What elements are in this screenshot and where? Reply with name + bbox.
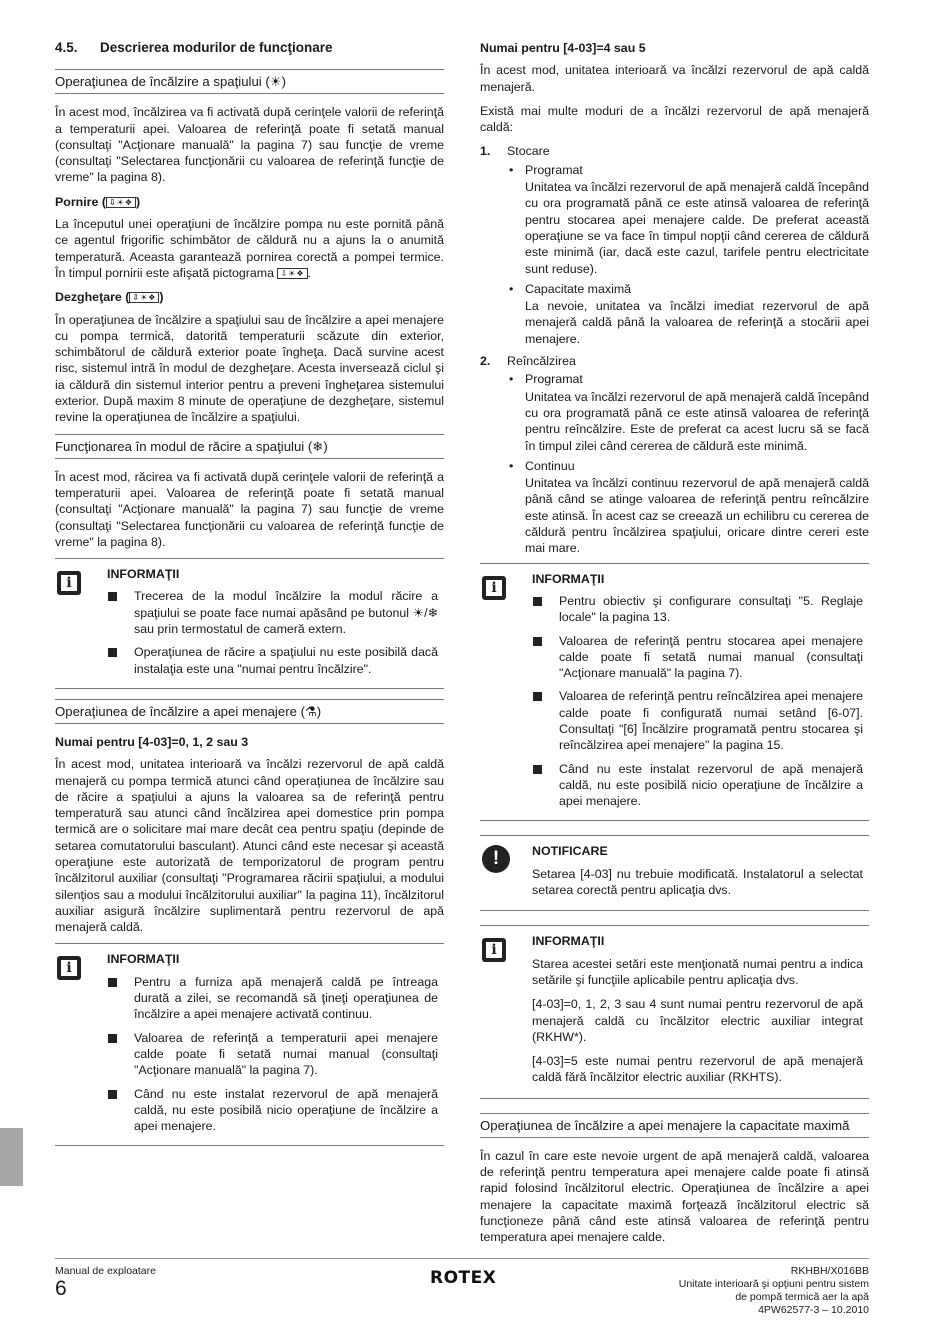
- left-column: [55, 40, 444, 1156]
- list-item: Trecerea de la modul încălzire la modul răcire a spaţiului se poate face numai apăsând pe butonul ☀/❄ sau prin termostatul de cameră extern.: [107, 588, 438, 637]
- startup-text: [55, 216, 444, 281]
- startup-text-end: .: [307, 265, 311, 280]
- cooling-heading: Funcţionarea în modul de răcire a spaţiului (❄): [55, 434, 444, 459]
- defrost-heading: [55, 289, 444, 305]
- list-item: [507, 458, 869, 557]
- footer-desc-2: de pompă termică aer la apă: [735, 1291, 869, 1303]
- defrost-text: În operaţiunea de încălzire a spaţiului sau de încălzire a apei menajere cu pompa termică, datorită temperaturii scăzute din exterior, schimbătorul de căldură exterior poate îngheţa. Dacă survine acest risc, sistemul intră în modul de dezgheţare. Acesta inversează ciclul şi ia căldură din sistemul interior pentru a preveni îngheţarea sistemului exterior. După maxim 8 minute de operaţiune de dezgheţare, sistemul revine la operaţiunea de încălzire a spaţiului.: [55, 312, 444, 425]
- max-capacity-heading: Operaţiunea de încălzire a apei menajere la capacitate maximă: [480, 1113, 869, 1138]
- mode-number: 1.: [480, 144, 491, 159]
- startup-text-body: La începutul unei operaţiuni de încălzire pompa nu este pornită până ce agentul frigorific schimbător de căldură nu a ajuns la o anumită temperatură. Aceasta garantează pornirea corectă a pompei termice. În timpul pornirii este afişată pictograma: [55, 217, 444, 280]
- max-capacity-text: În cazul în care este nevoie urgent de apă menajeră caldă, valoarea de referinţă pentru temperatura apei menajere calde poate fi atinsă rapid folosind încălzitorul electric. Operaţiunea de încălzire a apei menajere la capacitate maximă forţează încălzitorul electric să funcţioneze până când este atinsă valoarea de referinţă pentru temperatura apei menajere calde.: [480, 1148, 869, 1245]
- footer-info: [679, 1265, 869, 1317]
- startup-heading: [55, 194, 444, 210]
- mode-sub-list: [507, 162, 869, 347]
- dhw-only-for-label: Numai pentru [4-03]=0, 1, 2 sau 3: [55, 734, 249, 749]
- footer-manual-label: Manual de exploatare: [55, 1265, 156, 1277]
- sub-mode-desc: Unitatea va încălzi rezervorul de apă menajeră caldă începând cu ora programată până ce este atinsă valoarea de referinţă pentru reîncălzire. Este de preferat ca acest lucru să se facă în timpul zilei când cererea de căldură este minimă.: [525, 389, 869, 453]
- cooling-intro: În acest mod, răcirea va fi activată după cerinţele valorii de referinţă a temperaturii apei. Valoarea de referinţă poate fi setată manual (consultaţi "Acţionare manuală" la pagina 7) sau funcţie de vreme (consultaţi "Selectarea funcţionării cu valoarea de referinţă funcţie de vreme" la pagina 8).: [55, 469, 444, 549]
- list-item: [507, 281, 869, 347]
- list-item: Valoarea de referinţă a temperaturii apei menajere calde poate fi setată numai manual (consultaţi "Acţionare manuală" la pagina 7).: [107, 1030, 438, 1079]
- startup-pictogram-icon: ⇩☀❖: [106, 197, 136, 208]
- right-column: [480, 40, 869, 1254]
- list-item: Pentru obiectiv şi configurare consultaţi "5. Reglaje locale" la pagina 13.: [532, 593, 863, 626]
- list-item: Operaţiunea de răcire a spaţiului nu este posibilă dacă instalaţia este una "numai pentru încălzire".: [107, 644, 438, 677]
- sub-mode-name: • Continuu: [525, 458, 575, 473]
- sub-mode-name: • Programat: [525, 162, 583, 177]
- list-item: [480, 353, 869, 557]
- mode-name: Reîncălzirea: [507, 354, 576, 369]
- list-item: Valoarea de referinţă pentru stocarea apei menajere calde poate fi setată numai manual (consultaţi "Acţionare manuală" la pagina 7).: [532, 633, 863, 682]
- setting-info-box: [480, 925, 869, 1098]
- defrost-pictogram-icon: ⇩☀❖: [129, 292, 159, 303]
- info-icon: i: [57, 571, 81, 595]
- section-number: 4.5.: [55, 40, 78, 55]
- warning-icon: !: [482, 845, 510, 873]
- heating-heading: Operaţiunea de încălzire a spaţiului (☀): [55, 69, 444, 94]
- cooling-info-list: [107, 588, 438, 676]
- notice-title: NOTIFICARE: [532, 844, 608, 859]
- dhw-heading: Operaţiunea de încălzire a apei menajere (⚗): [55, 699, 444, 724]
- notice-text: Setarea [4-03] nu trebuie modificată. Instalatorul a selectat setarea corectă pentru aplicaţia dvs.: [532, 866, 863, 898]
- list-item: Valoarea de referinţă pentru reîncălzirea apei menajere calde poate fi configurată numai setând [6-07]. Consultaţi "[6] Încălzire programată pentru stocarea şi reîncălzirea apei menajere" la pagina 15.: [532, 688, 863, 753]
- info-title: INFORMAŢII: [107, 952, 180, 967]
- section-heading: Descrierea modurilor de funcţionare: [100, 40, 333, 55]
- sub-mode-desc: La nevoie, unitatea va încălzi imediat rezervorul de apă menajeră caldă până la valoarea de referinţă a stocării apei menajere.: [525, 299, 869, 346]
- startup-close: ): [136, 194, 141, 209]
- dhw-info-box: [55, 943, 444, 1146]
- dhw45-text2: Există mai multe moduri de a încălzi rezervorul de apă menajeră caldă:: [480, 103, 869, 135]
- mode-sub-list: [507, 371, 869, 556]
- list-item: [507, 162, 869, 277]
- footer-model: RKHBH/X016BB: [790, 1265, 869, 1277]
- info-title: INFORMAŢII: [532, 934, 605, 949]
- mode-name: Stocare: [507, 144, 550, 159]
- dhw-mode-list: [480, 143, 869, 556]
- dhw45-info-list: [532, 593, 863, 810]
- notice-box: [480, 835, 869, 911]
- section-title: [55, 40, 444, 56]
- mode-number: 2.: [480, 354, 491, 369]
- defrost-label: Dezgheţare (: [55, 290, 130, 305]
- list-item: Când nu este instalat rezervorul de apă menajeră caldă, nu este posibilă nicio operaţiune de încălzire a apei menajere.: [107, 1086, 438, 1135]
- info-title: INFORMAŢII: [107, 567, 180, 582]
- dhw45-info-box: [480, 563, 869, 822]
- rotex-logo: ROTEX: [430, 1268, 497, 1288]
- list-item: [507, 371, 869, 453]
- info-paragraph: [4-03]=0, 1, 2, 3 sau 4 sunt numai pentru rezervorul de apă menajeră caldă cu încălzitor electric auxiliar integrat (RKHW*).: [532, 997, 863, 1044]
- list-item: Când nu este instalat rezervorul de apă menajeră caldă, nu este posibilă nicio operaţiune de încălzire a apei menajere.: [532, 761, 863, 810]
- startup-inline-pictogram-icon: ⇩☀❖: [277, 268, 307, 279]
- startup-label: Pornire (: [55, 194, 106, 209]
- list-item: [480, 143, 869, 347]
- dhw-info-list: [107, 974, 438, 1135]
- sub-mode-desc: Unitatea va încălzi continuu rezervorul de apă menajeră caldă până când se atinge valoarea de referinţă pentru reîncălzire este atinsă. În acest caz se creează un echilibru cu cererea de căldură pentru încălzirea spaţiului, oricare dintre cereri este mai mare.: [525, 476, 869, 556]
- heating-intro: În acest mod, încălzirea va fi activată după cerinţele valorii de referinţă a temperaturii apei. Valoarea de referinţă poate fi setată manual (consultaţi "Acţionare manuală" la pagina 7) sau funcţie de vreme (consultaţi "Selectarea funcţionării cu valoarea de referinţă funcţie de vreme" la pagina 8).: [55, 105, 444, 185]
- list-item: Pentru a furniza apă menajeră caldă pe întreaga durată a zilei, se recomandă să ţineţi operaţiunea de încălzire a apei menajere activată continuu.: [107, 974, 438, 1023]
- info-icon: i: [482, 576, 506, 600]
- sub-mode-desc: Unitatea va încălzi rezervorul de apă menajeră caldă începând cu ora programată până ce este atinsă valoarea de referinţă pentru stocarea apei menajere calde. De preferat această operaţiune se va face în timpul nopţii când cererea de căldură este minimă (iar, dacă este cazul, tarifele pentru electricitate sunt reduse).: [525, 180, 869, 276]
- info-paragraph: Starea acestei setări este menţionată numai pentru a indica setările şi funcţiile aplicabile pentru aplicaţia dvs.: [532, 956, 863, 987]
- dhw-text: În acest mod, unitatea interioară va încălzi rezervorul de apă caldă menajeră cu pompa termică atunci când operaţiunea de încălzire sau de răcire a spaţiului a ajuns la valoarea sa de referinţă pentru temperatură sau atunci când încălzirea apei domestice prin pompa termică are o solicitare mai mare decât cea pentru spaţiu (depinde de setarea comutatorului basculant). Atunci când este necesar şi această operaţiune este autorizată de temporizatorul de program pentru încălzitorul auxiliar (consultaţi "Programarea răcirii spaţiului, a modului silenţios sau a modului încălzitorului auxiliar" la pagina 11), încălzitorul auxiliar asigură încălzire suplimentară pentru rezervorul de apă menajeră caldă.: [55, 757, 444, 935]
- cooling-info-box: [55, 558, 444, 689]
- side-tab: [0, 1128, 23, 1186]
- page-number: 6: [55, 1277, 67, 1300]
- dhw45-only-for-label: Numai pentru [4-03]=4 sau 5: [480, 41, 646, 55]
- info-title: INFORMAŢII: [532, 571, 605, 586]
- sub-mode-name: • Programat: [525, 372, 583, 387]
- info-icon: i: [482, 938, 506, 962]
- info-icon: i: [57, 956, 81, 980]
- defrost-close: ): [159, 290, 164, 305]
- info-paragraph: [4-03]=5 este numai pentru rezervorul de apă menajeră caldă fără încălzitor electric auxiliar (RKHTS).: [532, 1054, 863, 1085]
- footer-divider: [55, 1258, 869, 1259]
- footer-desc-1: Unitate interioară şi opţiuni pentru sistem: [678, 1278, 869, 1290]
- footer-code: 4PW62577-3 – 10.2010: [758, 1304, 869, 1316]
- sub-mode-name: • Capacitate maximă: [525, 281, 632, 296]
- dhw45-text1: În acest mod, unitatea interioară va încălzi rezervorul de apă caldă menajeră.: [480, 63, 869, 94]
